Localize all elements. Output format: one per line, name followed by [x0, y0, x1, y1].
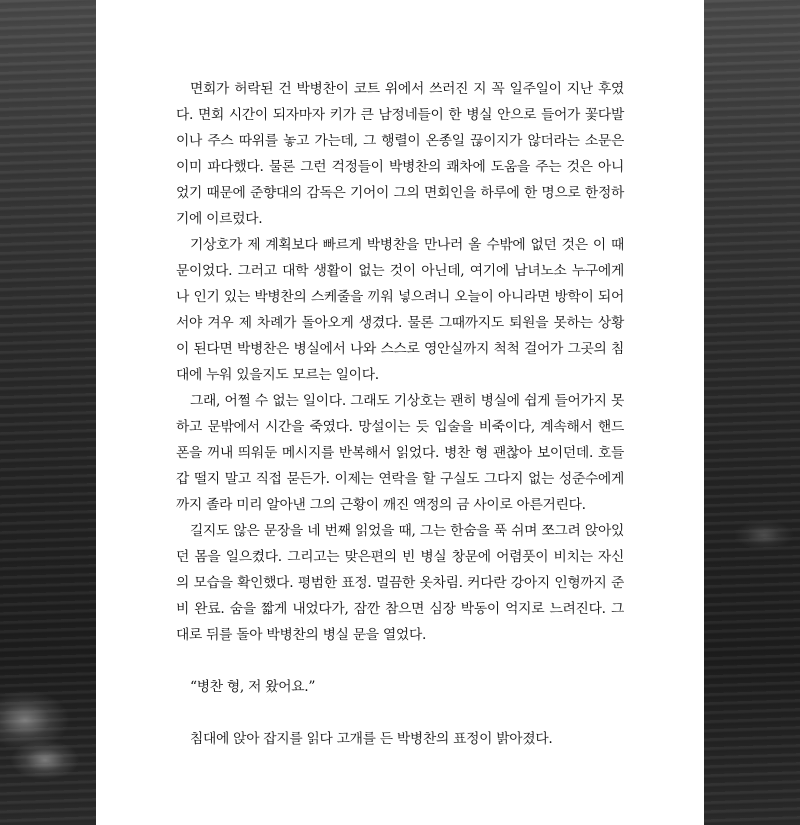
paragraph: 길지도 않은 문장을 네 번째 읽었을 때, 그는 한숨을 푹 쉬며 쪼그려 앉아있던 몸을 일으켰다. 그리고는 맞은편의 빈 병실 창문에 어렴풋이 비치는 자신의 모습을 확인했다. 평범한 표정. 멀끔한 옷차림. 커다란 강아지 인형까지 준비 완료. 숨을 짧게 내었다가, 잠깐 참으면 심장 박동이 억지로 느려진다. 그대로 뒤를 돌아 박병찬의 병실 문을 열었다. — [176, 523, 624, 643]
paragraph: 면회가 허락된 건 박병찬이 코트 위에서 쓰러진 지 꼭 일주일이 지난 후였다. 면회 시간이 되자마자 키가 큰 남정네들이 한 병실 안으로 들어가 꽃다발이나 주스 따위를 놓고 가는데, 그 행렬이 온종일 끊이지가 않더라는 소문은 이미 파다했다. 물론 그런 걱정들이 박병찬의 쾌차에 도움을 주는 것은 아니었기 때문에 준향대의 감독은 기어이 그의 면회인을 하루에 한 명으로 한정하기에 이르렀다. — [176, 81, 624, 227]
dialogue-line: “병찬 형, 저 왔어요.” — [190, 679, 316, 695]
ocean-photo-left — [0, 0, 96, 825]
paragraph: 기상호가 제 계획보다 빠르게 박병찬을 만나러 올 수밖에 없던 것은 이 때문이었다. 그러고 대학 생활이 없는 것이 아닌데, 여기에 남녀노소 누구에게나 인기 있는 박병찬의 스케줄을 끼워 넣으려니 오늘이 아니라면 방학이 되어서야 겨우 제 차례가 돌아오게 생겼다. 물론 그때까지도 퇴원을 못하는 상황이 된다면 박병찬은 병실에서 나와 스스로 영안실까지 척척 걸어가 그곳의 침대에 누워 있을지도 모르는 일이다. — [176, 237, 624, 383]
ocean-photo-right — [704, 0, 800, 825]
book-page — [96, 0, 704, 825]
paragraph: 그래, 어쩔 수 없는 일이다. 그래도 기상호는 괜히 병실에 쉽게 들어가지 못하고 문밖에서 시간을 죽였다. 망설이는 듯 입술을 비죽이다, 계속해서 핸드폰을 꺼내 띄워둔 메시지를 반복해서 읽었다. 병찬 형 괜찮아 보이던데. 호들갑 떨지 말고 직접 묻든가. 이제는 연락을 할 구실도 그다지 없는 성준수에게까지 졸라 미리 알아낸 그의 근황이 깨진 액정의 금 사이로 아른거린다. — [176, 393, 624, 513]
closing-paragraph: 침대에 앉아 잡지를 읽다 고개를 든 박병찬의 표정이 밝아졌다. — [190, 731, 553, 747]
body-text — [176, 76, 624, 752]
